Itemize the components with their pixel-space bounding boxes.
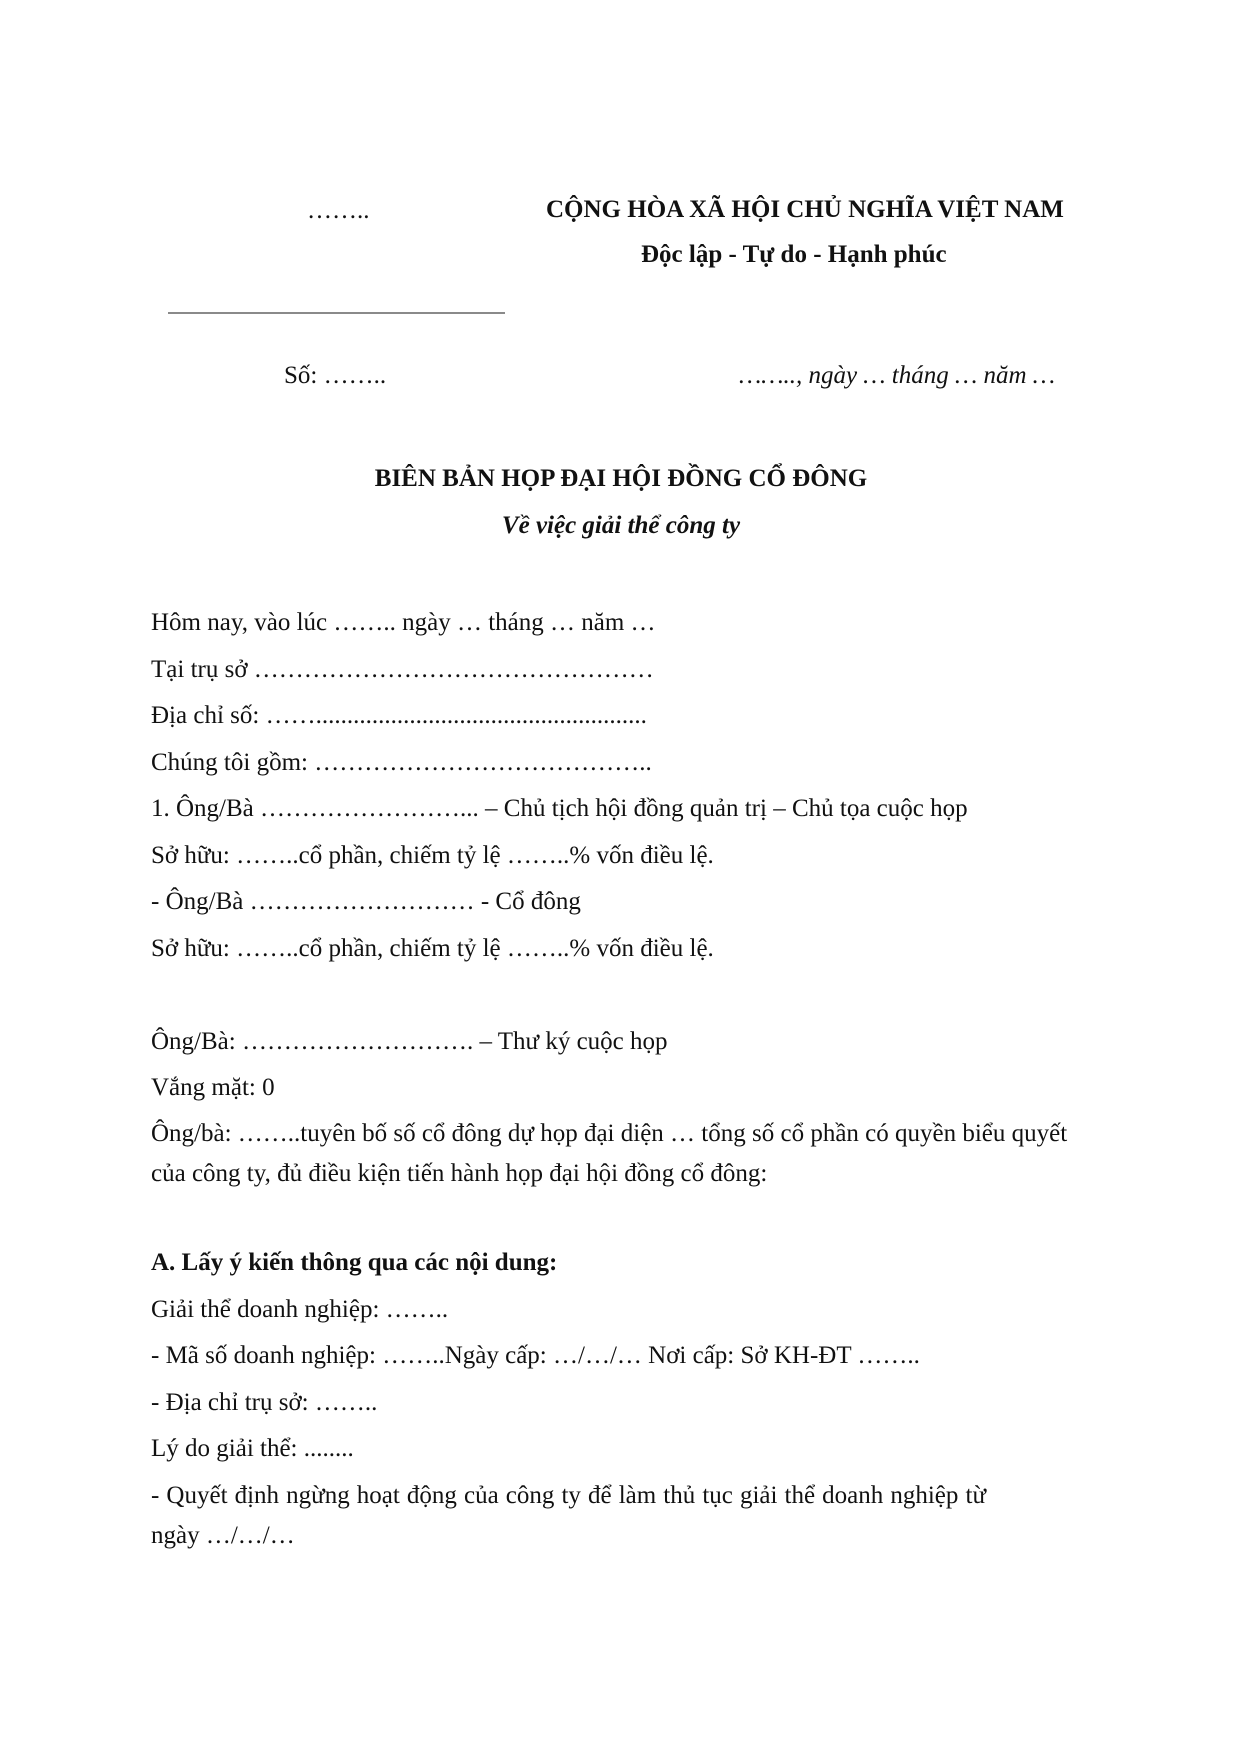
enterprise-code: - Mã số doanh nghiệp: ……..Ngày cấp: …/…/… Nơi cấp: Sở KH-ĐT …….. <box>151 1342 920 1369</box>
document-body <box>151 600 1101 1556</box>
cessation-decision: - Quyết định ngừng hoạt động của công ty để làm thủ tục giải thể doanh nghiệp từ ngày …/…/… <box>151 1481 986 1549</box>
meeting-address: Địa chỉ số: ……..................................................... <box>151 702 647 729</box>
attendee-shareholder-shares: Sở hữu: ……..cổ phần, chiếm tỷ lệ ……..% vốn điều lệ. <box>151 934 714 962</box>
meeting-place: Tại trụ sở ………………………………………… <box>151 655 654 683</box>
headquarters-address: - Địa chỉ trụ sở: …….. <box>151 1388 378 1416</box>
national-title: CỘNG HÒA XÃ HỘI CHỦ NGHĨA VIỆT NAM <box>546 196 1064 223</box>
document-title: BIÊN BẢN HỌP ĐẠI HỘI ĐỒNG CỔ ĐÔNG <box>374 465 868 492</box>
spacer <box>151 1194 1101 1241</box>
document-subtitle: Về việc giải thể công ty <box>501 512 741 539</box>
header-divider <box>168 312 505 314</box>
attendee-chairman: 1. Ông/Bà ……………………... – Chủ tịch hội đồng quản trị – Chủ tọa cuộc họp <box>151 795 968 822</box>
attendee-secretary: Ông/Bà: ………………………. – Thư ký cuộc họp <box>151 1027 668 1055</box>
national-motto: Độc lập - Tự do - Hạnh phúc <box>641 241 947 268</box>
section-a-heading: A. Lấy ý kiến thông qua các nội dung: <box>151 1249 558 1276</box>
spacer <box>151 972 1101 1019</box>
attendee-shareholder: - Ông/Bà ……………………… - Cổ đông <box>151 888 581 915</box>
dissolution-reason: Lý do giải thể: ........ <box>151 1435 354 1462</box>
quorum-announcement: Ông/bà: ……..tuyên bố số cổ đông dự họp đại diện … tổng số cổ phần có quyền biểu quyết của công ty, đủ điều kiện tiến hành họp đại hội đồng cổ đông: <box>151 1119 1068 1187</box>
dissolve-company: Giải thể doanh nghiệp: …….. <box>151 1295 449 1323</box>
document-date: …….., ngày … tháng … năm … <box>739 362 1055 389</box>
meeting-time: Hôm nay, vào lúc …….. ngày … tháng … năm … <box>151 609 656 636</box>
attendees-intro: Chúng tôi gồm: ………………………………….. <box>151 748 652 776</box>
absent-count: Vắng mặt: 0 <box>151 1074 275 1101</box>
organization-placeholder: …….. <box>307 197 370 224</box>
document-number: Số: …….. <box>284 362 387 389</box>
attendee-chairman-shares: Sở hữu: ……..cổ phần, chiếm tỷ lệ ……..% vốn điều lệ. <box>151 841 714 869</box>
